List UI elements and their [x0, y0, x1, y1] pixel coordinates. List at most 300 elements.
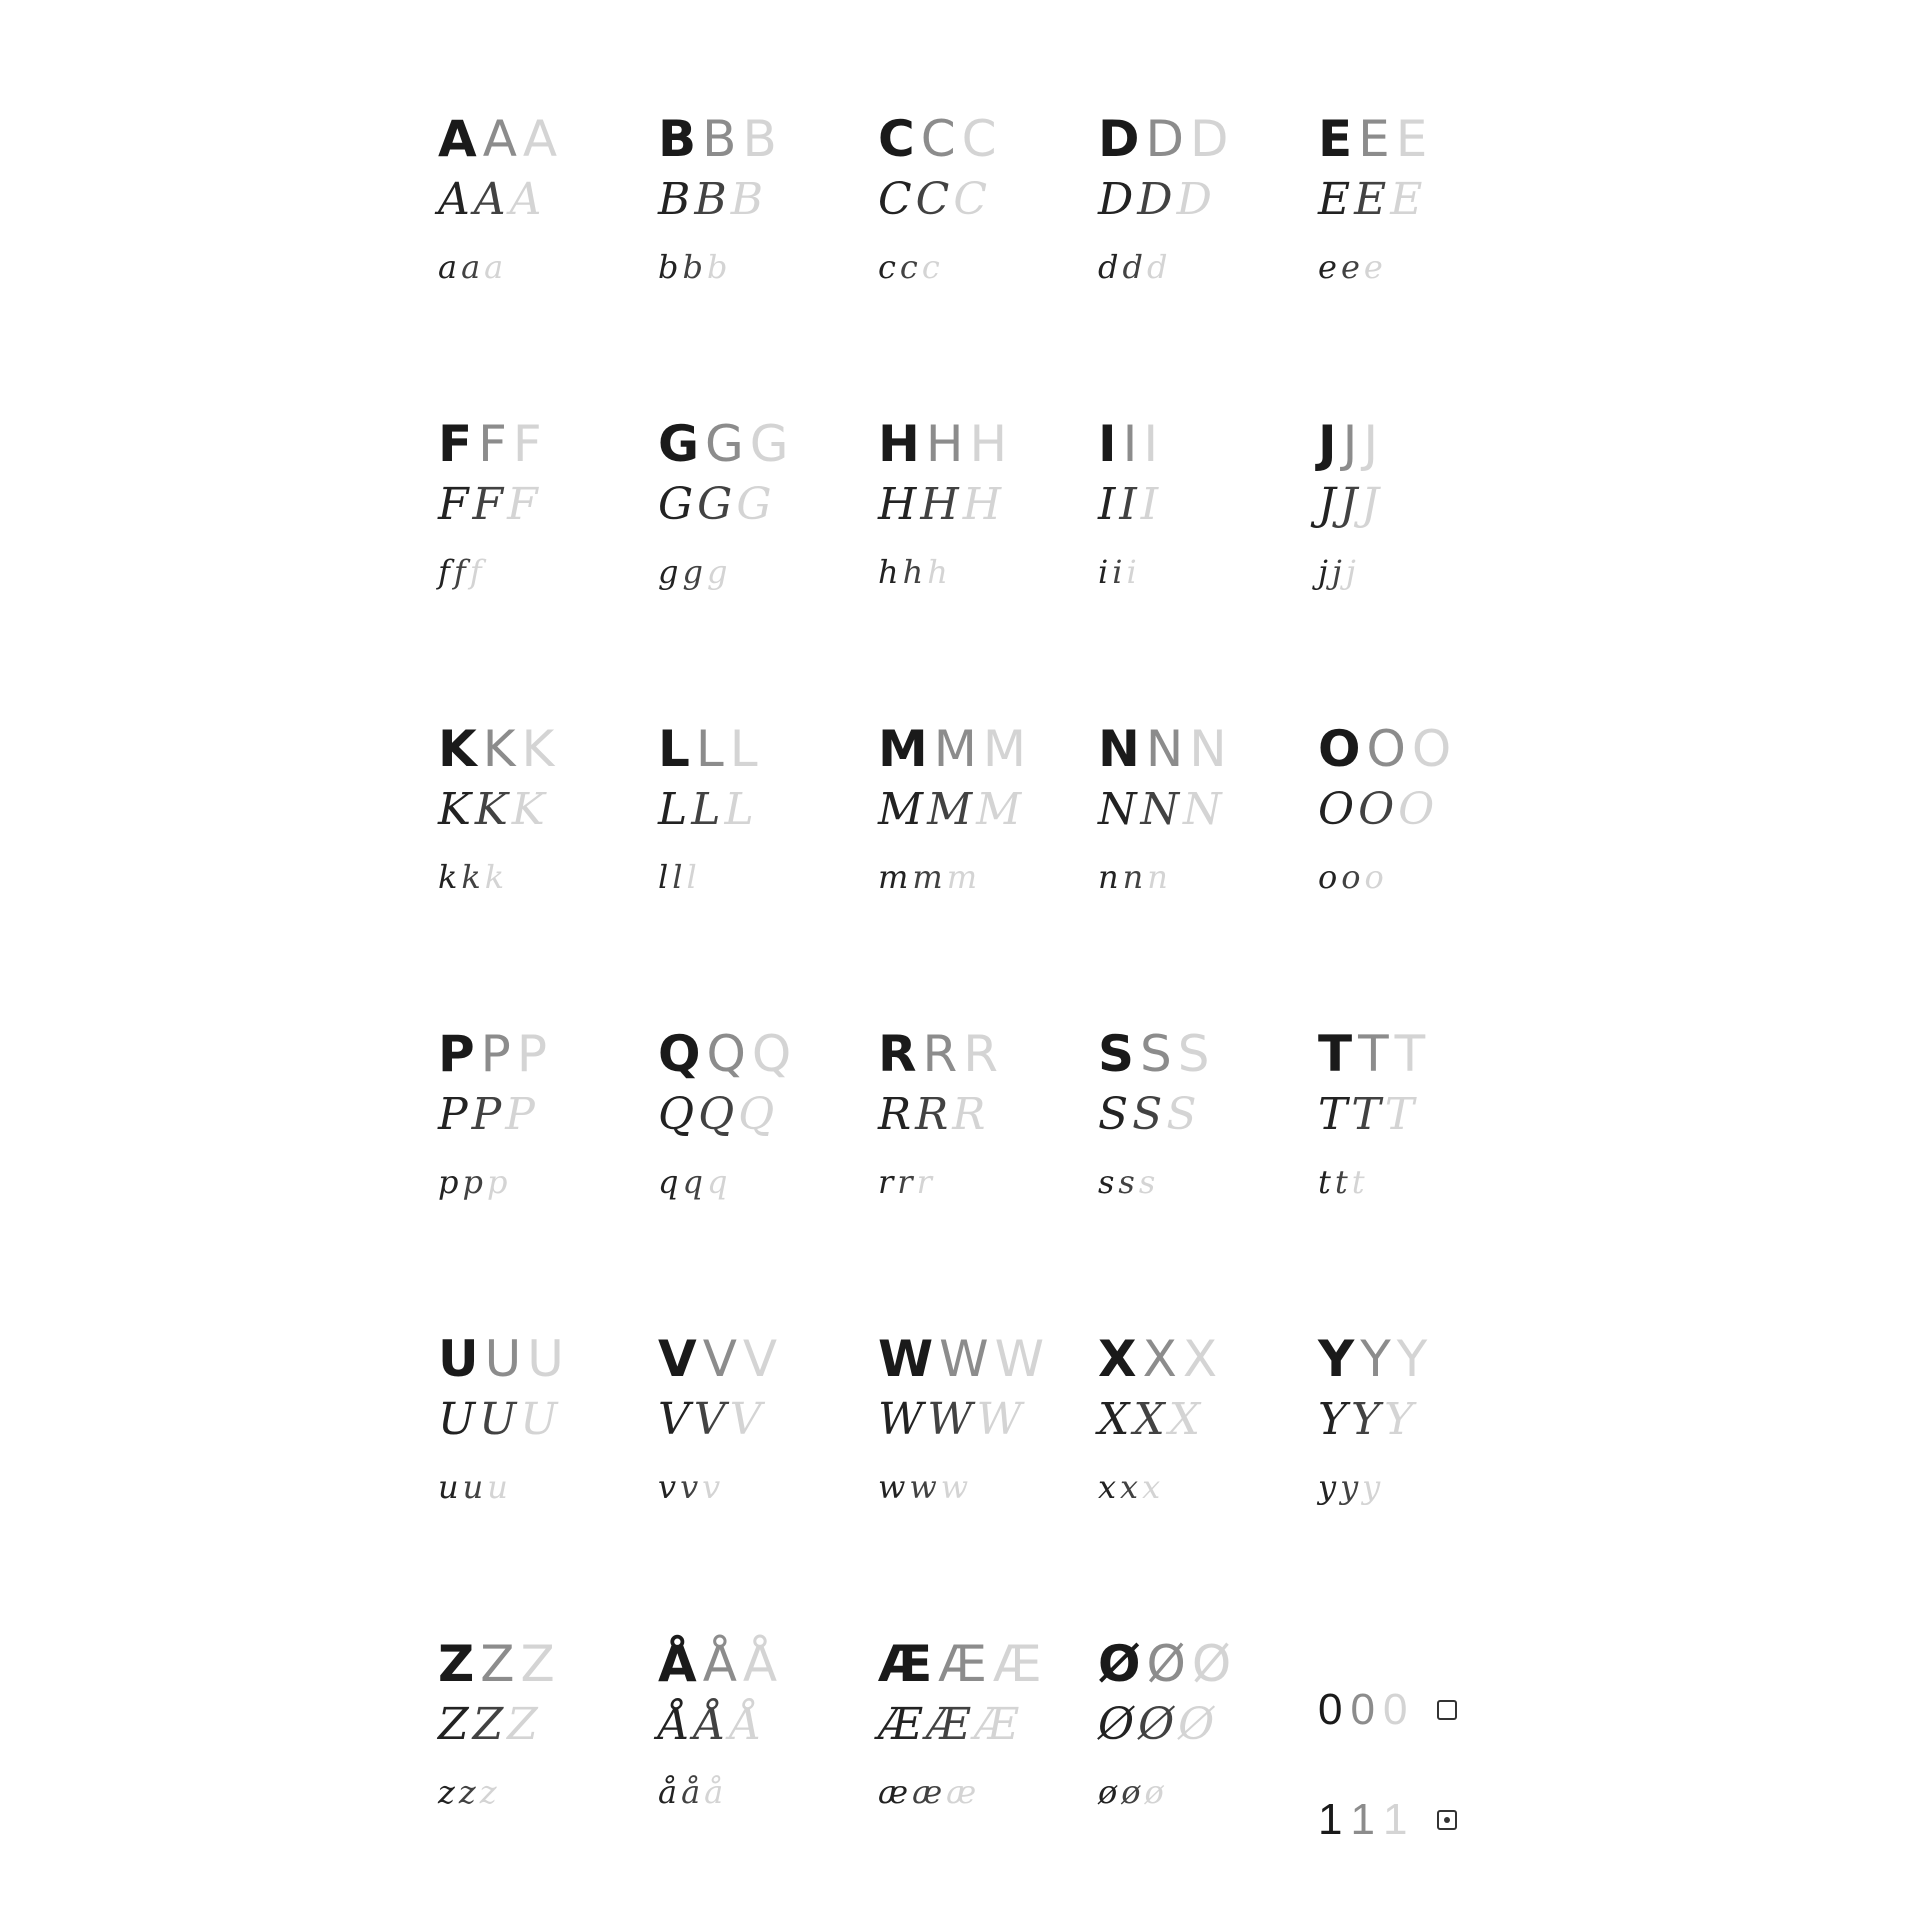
- print-letter-faint: Q: [751, 1025, 794, 1083]
- cursive-upper-trace: B: [694, 174, 727, 225]
- letter-cell: [852, 985, 1072, 1290]
- print-letter-faint: Y: [1396, 1330, 1430, 1388]
- cursive-upper-trace: Ø: [1138, 1699, 1175, 1750]
- cursive-lower-letter: z: [438, 1773, 455, 1811]
- cursive-lower-row: [658, 553, 852, 609]
- one-row: [1318, 1765, 1512, 1875]
- cursive-upper-row: [878, 1394, 1072, 1464]
- cursive-lower-letter: t: [1318, 1163, 1331, 1201]
- print-letter-trace: T: [1358, 1025, 1391, 1083]
- print-letter-row: [1318, 1330, 1512, 1394]
- print-letter-trace: Å: [702, 1635, 739, 1693]
- cursive-lower-trace: w: [909, 1468, 937, 1506]
- print-letter: H: [878, 415, 922, 473]
- cursive-upper-letter: D: [1098, 174, 1134, 225]
- print-letter-faint: Z: [520, 1635, 557, 1693]
- cursive-upper-trace: U: [479, 1394, 517, 1445]
- print-letter-faint: H: [969, 415, 1010, 473]
- cursive-upper-trace: L: [691, 784, 721, 835]
- print-letter: D: [1098, 110, 1142, 168]
- print-letter-trace: E: [1358, 110, 1392, 168]
- cursive-lower-faint: d: [1146, 248, 1168, 286]
- cursive-lower-faint: p: [486, 1163, 508, 1201]
- print-letter-faint: O: [1411, 720, 1454, 778]
- print-letter-faint: K: [521, 720, 557, 778]
- print-letter: I: [1098, 415, 1119, 473]
- cursive-lower-row: [438, 858, 632, 914]
- cursive-lower-letter: w: [878, 1468, 906, 1506]
- cursive-upper-letter: P: [438, 1089, 468, 1140]
- letter-cell: [1072, 70, 1292, 375]
- cursive-upper-letter: L: [658, 784, 688, 835]
- print-letter-trace: U: [484, 1330, 524, 1388]
- print-letter-trace: J: [1342, 415, 1360, 473]
- letter-cell: [852, 1595, 1072, 1900]
- cursive-upper-faint: K: [511, 784, 545, 835]
- print-letter-faint: P: [516, 1025, 549, 1083]
- cursive-upper-trace: P: [471, 1089, 502, 1140]
- cursive-upper-faint: U: [520, 1394, 558, 1445]
- cursive-lower-trace: p: [462, 1163, 483, 1201]
- print-letter-row: [658, 1635, 852, 1699]
- cursive-lower-trace: s: [1118, 1163, 1135, 1201]
- cursive-lower-faint: l: [686, 858, 697, 896]
- letter-cell: [1292, 985, 1512, 1290]
- cursive-upper-letter: M: [878, 784, 924, 835]
- print-letter-row: [1098, 1635, 1292, 1699]
- print-letter-row: [438, 1635, 632, 1699]
- cursive-upper-letter: V: [658, 1394, 690, 1445]
- one-digit-trace: 1: [1350, 1795, 1375, 1844]
- cursive-upper-faint: S: [1166, 1089, 1197, 1140]
- print-letter-faint: W: [994, 1330, 1047, 1388]
- cursive-lower-trace: æ: [912, 1773, 943, 1811]
- cursive-upper-trace: F: [472, 479, 504, 530]
- cursive-upper-letter: U: [438, 1394, 476, 1445]
- cursive-lower-letter: i: [1098, 553, 1109, 591]
- print-letter: C: [878, 110, 917, 168]
- cursive-lower-letter: b: [658, 248, 679, 286]
- print-letter-faint: M: [982, 720, 1029, 778]
- cursive-upper-trace: I: [1119, 479, 1137, 530]
- print-letter: O: [1318, 720, 1363, 778]
- cursive-upper-letter: K: [438, 784, 471, 835]
- cursive-lower-faint: s: [1138, 1163, 1156, 1201]
- cursive-upper-row: [1318, 1089, 1512, 1159]
- cursive-lower-faint: o: [1364, 858, 1384, 896]
- cursive-upper-trace: Y: [1351, 1394, 1381, 1445]
- cursive-lower-row: [658, 1163, 852, 1219]
- cursive-upper-trace: V: [693, 1394, 726, 1445]
- print-letter-faint: J: [1363, 415, 1381, 473]
- cursive-upper-row: [1098, 479, 1292, 549]
- cursive-lower-trace: m: [912, 858, 943, 896]
- print-letter-faint: X: [1182, 1330, 1220, 1388]
- print-letter-row: [658, 1025, 852, 1089]
- cursive-upper-faint: G: [736, 479, 772, 530]
- letter-cell: [632, 1595, 852, 1900]
- cursive-upper-row: [1318, 479, 1512, 549]
- print-letter-row: [1098, 1025, 1292, 1089]
- cursive-lower-row: [878, 553, 1072, 609]
- cursive-upper-faint: J: [1361, 479, 1379, 530]
- cursive-lower-letter: y: [1318, 1468, 1337, 1506]
- cursive-upper-faint: Å: [729, 1699, 762, 1750]
- letter-cell: [852, 1290, 1072, 1595]
- print-letter: B: [658, 110, 699, 168]
- cursive-upper-letter: T: [1318, 1089, 1348, 1140]
- cursive-lower-trace: h: [902, 553, 924, 591]
- print-letter-row: [438, 1025, 632, 1089]
- cursive-lower-letter: v: [658, 1468, 677, 1506]
- zero-digit-trace: 0: [1350, 1685, 1375, 1734]
- cursive-lower-row: [438, 248, 632, 304]
- cursive-upper-faint: M: [976, 784, 1022, 835]
- cursive-upper-row: [878, 1089, 1072, 1159]
- cursive-upper-row: [438, 174, 632, 244]
- letter-cell: [632, 985, 852, 1290]
- cursive-upper-letter: Æ: [878, 1699, 923, 1750]
- cursive-lower-trace: f: [453, 553, 466, 591]
- print-letter-row: [658, 720, 852, 784]
- cursive-upper-faint: Ø: [1178, 1699, 1215, 1750]
- alphabet-sheet: [412, 70, 1512, 1900]
- cursive-upper-faint: R: [952, 1089, 986, 1140]
- print-letter-trace: L: [695, 720, 726, 778]
- cursive-upper-letter: X: [1098, 1394, 1130, 1445]
- print-letter-faint: F: [512, 415, 544, 473]
- cursive-upper-trace: J: [1339, 479, 1358, 530]
- cursive-upper-row: [658, 1699, 852, 1769]
- cursive-lower-row: [438, 553, 632, 609]
- cursive-lower-trace: i: [1112, 553, 1123, 591]
- print-letter: V: [658, 1330, 699, 1388]
- print-letter-row: [1098, 720, 1292, 784]
- cursive-lower-row: [1318, 1468, 1512, 1524]
- cursive-lower-faint: å: [704, 1773, 724, 1811]
- cursive-lower-faint: n: [1147, 858, 1168, 896]
- cursive-upper-trace: C: [915, 174, 950, 225]
- letter-cell: [1292, 375, 1512, 680]
- cursive-lower-trace: a: [461, 248, 481, 286]
- cursive-lower-letter: f: [438, 553, 450, 591]
- cursive-lower-faint: q: [706, 1163, 728, 1201]
- cursive-upper-letter: E: [1318, 174, 1351, 225]
- letter-cell: [412, 1595, 632, 1900]
- cursive-lower-trace: o: [1341, 858, 1361, 896]
- letter-cell: [1072, 1290, 1292, 1595]
- cursive-lower-faint: f: [469, 553, 482, 591]
- print-letter: M: [878, 720, 930, 778]
- cursive-lower-letter: p: [438, 1163, 459, 1201]
- cursive-upper-row: [438, 1394, 632, 1464]
- cursive-lower-faint: a: [484, 248, 504, 286]
- letter-cell: [412, 1290, 632, 1595]
- letter-cell: [632, 70, 852, 375]
- print-letter-trace: W: [939, 1330, 991, 1388]
- print-letter-trace: K: [482, 720, 518, 778]
- cursive-upper-row: [658, 1394, 852, 1464]
- cursive-upper-row: [878, 174, 1072, 244]
- print-letter-row: [878, 1330, 1072, 1394]
- cursive-lower-letter: g: [658, 553, 679, 591]
- cursive-upper-trace: W: [927, 1394, 973, 1445]
- cursive-upper-row: [438, 479, 632, 549]
- print-letter-trace: B: [702, 110, 739, 168]
- print-letter: Y: [1318, 1330, 1357, 1388]
- print-letter: F: [438, 415, 475, 473]
- print-letter-faint: D: [1190, 110, 1231, 168]
- print-letter: E: [1318, 110, 1355, 168]
- print-letter-trace: D: [1145, 110, 1187, 168]
- print-letter-row: [878, 110, 1072, 174]
- cursive-upper-letter: Q: [658, 1089, 695, 1140]
- print-letter-faint: U: [527, 1330, 566, 1388]
- cursive-lower-letter: r: [878, 1163, 894, 1201]
- cursive-lower-row: [658, 1773, 852, 1829]
- print-letter-faint: L: [729, 720, 760, 778]
- zero-digit: 0: [1318, 1685, 1343, 1734]
- cursive-upper-trace: E: [1354, 174, 1387, 225]
- cursive-lower-letter: e: [1318, 248, 1337, 286]
- cursive-upper-faint: O: [1398, 784, 1435, 835]
- cursive-upper-trace: G: [697, 479, 733, 530]
- cursive-lower-row: [878, 1163, 1072, 1219]
- cursive-upper-trace: S: [1132, 1089, 1163, 1140]
- cursive-upper-row: [1098, 784, 1292, 854]
- cursive-lower-faint: j: [1345, 553, 1356, 591]
- cursive-upper-trace: O: [1358, 784, 1395, 835]
- print-letter: L: [658, 720, 692, 778]
- cursive-upper-faint: T: [1384, 1089, 1415, 1140]
- cursive-lower-row: [1318, 1163, 1512, 1219]
- cursive-upper-row: [1318, 784, 1512, 854]
- print-letter-row: [1098, 415, 1292, 479]
- letter-cell: [1072, 680, 1292, 985]
- cursive-lower-letter: u: [438, 1468, 459, 1506]
- cursive-lower-row: [1098, 553, 1292, 609]
- cursive-lower-trace: d: [1122, 248, 1143, 286]
- cursive-lower-row: [438, 1163, 632, 1219]
- print-letter: P: [438, 1025, 477, 1083]
- cursive-upper-row: [438, 784, 632, 854]
- cursive-upper-trace: M: [927, 784, 973, 835]
- print-letter: W: [878, 1330, 936, 1388]
- print-letter: G: [658, 415, 702, 473]
- one-digit-faint: 1: [1382, 1795, 1408, 1844]
- cursive-lower-trace: g: [682, 553, 703, 591]
- print-letter-trace: H: [925, 415, 966, 473]
- print-letter-faint: S: [1177, 1025, 1212, 1083]
- cursive-lower-letter: n: [1098, 858, 1119, 896]
- cursive-lower-trace: t: [1334, 1163, 1348, 1201]
- letter-cell: [1072, 375, 1292, 680]
- print-letter: K: [438, 720, 479, 778]
- print-letter-trace: Æ: [938, 1635, 989, 1693]
- cursive-upper-trace: D: [1137, 174, 1173, 225]
- print-letter-trace: S: [1140, 1025, 1174, 1083]
- cursive-upper-row: [658, 784, 852, 854]
- one-digit: 1: [1318, 1795, 1343, 1844]
- letter-cell: [412, 375, 632, 680]
- cursive-lower-row: [1098, 1468, 1292, 1524]
- print-letter-faint: A: [522, 110, 560, 168]
- cursive-upper-faint: Æ: [974, 1699, 1019, 1750]
- cursive-upper-trace: R: [915, 1089, 949, 1140]
- cursive-lower-faint: v: [702, 1468, 721, 1506]
- print-letter-row: [878, 415, 1072, 479]
- cursive-upper-faint: Y: [1384, 1394, 1414, 1445]
- cursive-lower-letter: c: [878, 248, 896, 286]
- print-letter-trace: G: [705, 415, 746, 473]
- cursive-upper-row: [1098, 174, 1292, 244]
- print-letter-trace: C: [920, 110, 958, 168]
- cursive-lower-row: [1318, 858, 1512, 914]
- cursive-lower-letter: ø: [1098, 1773, 1118, 1811]
- cursive-upper-faint: V: [729, 1394, 762, 1445]
- cursive-lower-trace: u: [462, 1468, 484, 1506]
- square-icon: [1437, 1700, 1457, 1720]
- print-letter-trace: Y: [1360, 1330, 1393, 1388]
- cursive-upper-letter: A: [438, 174, 470, 225]
- print-letter-row: [878, 1635, 1072, 1699]
- cursive-lower-faint: æ: [946, 1773, 977, 1811]
- print-letter-faint: B: [742, 110, 779, 168]
- letter-cell: [852, 680, 1072, 985]
- print-letter-trace: Ø: [1146, 1635, 1188, 1693]
- cursive-upper-letter: B: [658, 174, 691, 225]
- print-letter: S: [1098, 1025, 1137, 1083]
- cursive-upper-letter: Z: [438, 1699, 469, 1750]
- cursive-lower-letter: m: [878, 858, 909, 896]
- cursive-lower-faint: z: [479, 1773, 497, 1811]
- print-letter-row: [658, 110, 852, 174]
- letter-cell: [632, 375, 852, 680]
- letter-cell: [412, 70, 632, 375]
- cursive-lower-trace: y: [1340, 1468, 1359, 1506]
- print-letter-row: [1098, 1330, 1292, 1394]
- cursive-upper-row: [1098, 1699, 1292, 1769]
- cursive-upper-faint: H: [962, 479, 1002, 530]
- print-letter-trace: Q: [706, 1025, 748, 1083]
- cursive-lower-row: [658, 858, 852, 914]
- cursive-upper-letter: Y: [1318, 1394, 1348, 1445]
- print-letter-faint: R: [963, 1025, 1001, 1083]
- print-letter: X: [1098, 1330, 1139, 1388]
- cursive-upper-letter: J: [1318, 479, 1336, 530]
- print-letter-trace: A: [482, 110, 519, 168]
- cursive-lower-faint: t: [1351, 1163, 1365, 1201]
- print-letter-faint: E: [1395, 110, 1430, 168]
- cursive-lower-row: [1098, 1163, 1292, 1219]
- letter-cell: [1292, 680, 1512, 985]
- cursive-lower-trace: x: [1120, 1468, 1139, 1506]
- cursive-lower-trace: c: [899, 248, 918, 286]
- cursive-lower-letter: s: [1098, 1163, 1115, 1201]
- print-letter-row: [1318, 1025, 1512, 1089]
- print-letter-trace: I: [1122, 415, 1140, 473]
- cursive-lower-row: [878, 1773, 1072, 1829]
- cursive-lower-letter: q: [658, 1163, 679, 1201]
- cursive-lower-row: [438, 1468, 632, 1524]
- cursive-upper-faint: B: [730, 174, 764, 225]
- cursive-lower-letter: æ: [878, 1773, 909, 1811]
- numbers-cell: [1292, 1595, 1512, 1900]
- cursive-lower-letter: a: [438, 248, 458, 286]
- print-letter-trace: M: [933, 720, 979, 778]
- cursive-lower-faint: k: [484, 858, 505, 896]
- print-letter-row: [658, 1330, 852, 1394]
- cursive-lower-trace: n: [1122, 858, 1144, 896]
- print-letter: U: [438, 1330, 481, 1388]
- cursive-lower-trace: b: [682, 248, 703, 286]
- cursive-lower-faint: e: [1363, 248, 1383, 286]
- cursive-lower-letter: k: [438, 858, 458, 896]
- cursive-lower-letter: x: [1098, 1468, 1117, 1506]
- cursive-lower-row: [878, 248, 1072, 304]
- cursive-upper-faint: P: [505, 1089, 535, 1140]
- cursive-lower-trace: å: [681, 1773, 701, 1811]
- cursive-lower-trace: l: [672, 858, 683, 896]
- cursive-upper-letter: H: [878, 479, 917, 530]
- cursive-lower-trace: k: [461, 858, 481, 896]
- cursive-lower-faint: g: [706, 553, 728, 591]
- print-letter: A: [438, 110, 479, 168]
- cursive-lower-letter: o: [1318, 858, 1338, 896]
- cursive-lower-faint: w: [940, 1468, 969, 1506]
- cursive-lower-letter: å: [658, 1773, 678, 1811]
- print-letter-row: [438, 720, 632, 784]
- cursive-lower-faint: x: [1142, 1468, 1161, 1506]
- cursive-upper-letter: I: [1098, 479, 1116, 530]
- print-letter-row: [438, 415, 632, 479]
- cursive-upper-trace: H: [920, 479, 959, 530]
- cursive-upper-trace: N: [1140, 784, 1179, 835]
- print-letter-trace: P: [480, 1025, 513, 1083]
- cursive-upper-faint: Z: [507, 1699, 538, 1750]
- cursive-upper-row: [878, 479, 1072, 549]
- print-letter-faint: V: [742, 1330, 780, 1388]
- cursive-upper-row: [658, 1089, 852, 1159]
- cursive-upper-trace: Q: [698, 1089, 735, 1140]
- print-letter-row: [878, 720, 1072, 784]
- cursive-upper-letter: N: [1098, 784, 1137, 835]
- cursive-upper-row: [438, 1699, 632, 1769]
- print-letter-faint: Æ: [992, 1635, 1044, 1693]
- letter-cell: [412, 985, 632, 1290]
- cursive-lower-row: [1318, 553, 1512, 609]
- cursive-upper-letter: R: [878, 1089, 912, 1140]
- print-letter: N: [1098, 720, 1142, 778]
- cursive-lower-faint: m: [946, 858, 978, 896]
- cursive-upper-faint: Q: [738, 1089, 775, 1140]
- print-letter-faint: G: [749, 415, 791, 473]
- cursive-upper-trace: Å: [693, 1699, 726, 1750]
- cursive-upper-trace: Z: [472, 1699, 504, 1750]
- cursive-lower-letter: l: [658, 858, 669, 896]
- cursive-lower-row: [1098, 1773, 1292, 1829]
- cursive-lower-row: [878, 858, 1072, 914]
- print-letter: R: [878, 1025, 919, 1083]
- letter-cell: [852, 375, 1072, 680]
- cursive-upper-trace: T: [1351, 1089, 1381, 1140]
- print-letter-faint: Ø: [1191, 1635, 1234, 1693]
- cursive-lower-row: [878, 1468, 1072, 1524]
- cursive-lower-row: [438, 1773, 632, 1829]
- cursive-upper-row: [1098, 1394, 1292, 1464]
- print-letter: Ø: [1098, 1635, 1143, 1693]
- cursive-upper-row: [1318, 174, 1512, 244]
